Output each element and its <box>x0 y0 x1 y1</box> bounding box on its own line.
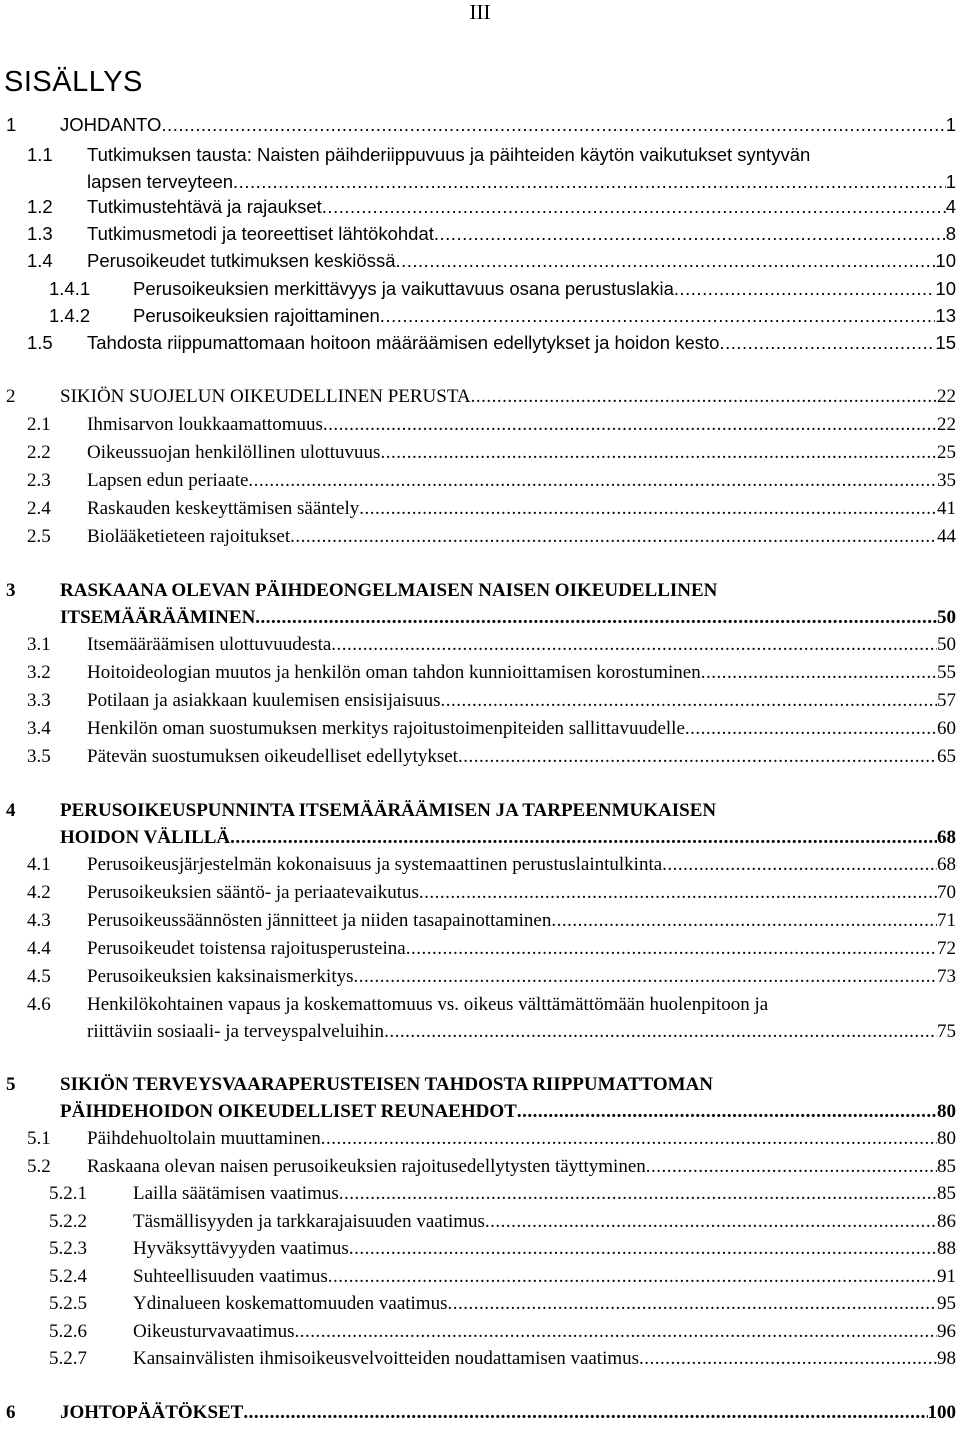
toc-entry-continuation[interactable] <box>0 168 956 195</box>
toc-entry-title: Perusoikeuksien kaksinaismerkitys <box>87 966 354 987</box>
toc-entry-number: 2.1 <box>27 414 51 435</box>
toc-entry-page: 22 <box>937 386 956 407</box>
toc-entry[interactable] <box>0 879 956 906</box>
toc-entry[interactable] <box>0 141 956 168</box>
toc-entry-page: 1 <box>945 114 956 135</box>
toc-entry-page: 85 <box>937 1183 956 1204</box>
toc-entry[interactable] <box>0 302 956 329</box>
toc-entry-continuation[interactable] <box>0 824 956 851</box>
toc-entry-title: Perusoikeuksien sääntö- ja periaatevaikutus <box>87 882 419 903</box>
toc-entry[interactable] <box>0 467 956 494</box>
toc-entry-title: Perusoikeussäännösten jännitteet ja niiden tasapainottaminen <box>87 910 552 931</box>
dot-leader <box>321 1125 937 1152</box>
toc-entry-page: 72 <box>937 938 956 959</box>
toc-entry-page: 4 <box>945 196 956 217</box>
toc-entry[interactable] <box>0 193 956 220</box>
toc-entry-page: 100 <box>927 1402 956 1423</box>
toc-entry[interactable] <box>0 851 956 878</box>
toc-entry-page: 95 <box>937 1293 956 1314</box>
toc-entry-number: 5.2.5 <box>49 1293 87 1314</box>
dot-leader <box>349 1235 937 1262</box>
dot-leader <box>339 1180 937 1207</box>
toc-entry-title: Suhteellisuuden vaatimus <box>133 1266 328 1287</box>
toc-entry-number: 4.4 <box>27 938 51 959</box>
dot-leader <box>331 631 937 658</box>
toc-entry[interactable] <box>0 1208 956 1235</box>
dot-leader <box>380 302 936 329</box>
toc-entry-title-continued: HOIDON VÄLILLÄ <box>60 827 231 848</box>
toc-entry-number: 5.2.4 <box>49 1266 87 1287</box>
toc-entry-page: 71 <box>937 910 956 931</box>
toc-entry-page: 68 <box>937 827 956 848</box>
toc-entry[interactable] <box>0 1290 956 1317</box>
toc-entry-page: 13 <box>935 305 956 326</box>
toc-entry-page: 22 <box>937 414 956 435</box>
toc-entry-number: 2.3 <box>27 470 51 491</box>
toc-entry-title: Raskauden keskeyttämisen sääntely <box>87 498 360 519</box>
toc-entry-title: SIKIÖN SUOJELUN OIKEUDELLINEN PERUSTA <box>60 386 471 407</box>
toc-entry-number: 4 <box>6 800 16 821</box>
toc-entry-number: 5.2.2 <box>49 1211 87 1232</box>
toc-entry-title: Henkilön oman suostumuksen merkitys rajoitustoimenpiteiden sallittavuudelle <box>87 718 685 739</box>
toc-entry-page: 75 <box>937 1021 956 1042</box>
dot-leader <box>233 168 946 195</box>
toc-entry-page: 1 <box>945 171 956 192</box>
toc-entry-number: 4.2 <box>27 882 51 903</box>
toc-entry-number: 4.6 <box>27 994 51 1015</box>
toc-entry-title: JOHDANTO <box>60 114 162 135</box>
toc-entry-page: 35 <box>937 470 956 491</box>
page-number: III <box>469 0 491 24</box>
toc-entry[interactable] <box>0 907 956 934</box>
toc-entry-page: 55 <box>937 662 956 683</box>
toc-entry[interactable] <box>0 247 956 274</box>
toc-entry-title: Perusoikeuksien merkittävyys ja vaikuttavuus osana perustuslakia <box>133 278 674 299</box>
toc-entry[interactable] <box>0 275 956 302</box>
toc-entry-page: 8 <box>945 223 956 244</box>
toc-entry-title: Tutkimusmetodi ja teoreettiset lähtökohdat <box>87 223 434 244</box>
dot-leader <box>662 851 937 878</box>
dot-leader <box>328 1263 937 1290</box>
dot-leader <box>354 963 938 990</box>
toc-entry-page: 60 <box>937 718 956 739</box>
toc-entry-number: 5 <box>6 1074 16 1095</box>
toc-entry[interactable] <box>0 411 956 438</box>
dot-leader <box>685 715 937 742</box>
toc-entry-number: 3.2 <box>27 662 51 683</box>
toc-entry-page: 57 <box>937 690 956 711</box>
toc-entry-title: Perusoikeuksien rajoittaminen <box>133 305 380 326</box>
toc-entry[interactable] <box>0 329 956 356</box>
toc-entry-number: 3.5 <box>27 746 51 767</box>
toc-entry-page: 44 <box>937 526 956 547</box>
dot-leader <box>471 383 937 410</box>
dot-leader <box>243 1399 927 1426</box>
toc-entry-number: 4.3 <box>27 910 51 931</box>
dot-leader <box>161 111 945 138</box>
dot-leader <box>639 1345 937 1372</box>
toc-entry-title: Kansainvälisten ihmisoikeusvelvoitteiden noudattamisen vaatimus <box>133 1348 640 1369</box>
dot-leader <box>248 467 937 494</box>
toc-entry-continuation[interactable] <box>0 1098 956 1125</box>
toc-entry-page: 86 <box>937 1211 956 1232</box>
toc-entry-title: Hoitoideologian muutos ja henkilön oman tahdon kunnioittamisen korostuminen <box>87 662 701 683</box>
dot-leader <box>255 604 937 631</box>
dot-leader <box>674 275 936 302</box>
toc-entry-title: RASKAANA OLEVAN PÄIHDEONGELMAISEN NAISEN OIKEUDELLINEN <box>60 580 718 601</box>
toc-entry-page: 10 <box>935 250 956 271</box>
dot-leader <box>380 439 937 466</box>
dot-leader <box>701 659 937 686</box>
toc-entry-page: 98 <box>937 1348 956 1369</box>
toc-entry-title: SIKIÖN TERVEYSVAARAPERUSTEISEN TAHDOSTA RIIPPUMATTOMAN <box>60 1074 714 1095</box>
toc-entry-number: 6 <box>6 1402 16 1423</box>
toc-entry-number: 2 <box>6 386 16 407</box>
toc-entry-page: 96 <box>937 1321 956 1342</box>
toc-entry-title: Päihdehuoltolain muuttaminen <box>87 1128 321 1149</box>
toc-entry[interactable] <box>0 1399 956 1426</box>
toc-entry-number: 5.2.7 <box>49 1348 87 1369</box>
toc-entry-number: 5.2.3 <box>49 1238 87 1259</box>
toc-entry[interactable] <box>0 797 956 824</box>
toc-entry-number: 3.3 <box>27 690 51 711</box>
dot-leader <box>485 1208 937 1235</box>
toc-entry[interactable] <box>0 439 956 466</box>
toc-entry[interactable] <box>0 577 956 604</box>
toc-entry-title: Lailla säätämisen vaatimus <box>133 1183 339 1204</box>
toc-entry[interactable] <box>0 1345 956 1372</box>
toc-entry[interactable] <box>0 715 956 742</box>
toc-entry-page: 15 <box>935 332 956 353</box>
toc-entry-page: 85 <box>937 1156 956 1177</box>
toc-entry-page: 73 <box>937 966 956 987</box>
toc-entry[interactable] <box>0 523 956 550</box>
toc-entry[interactable] <box>0 1125 956 1152</box>
toc-entry[interactable] <box>0 220 956 247</box>
toc-entry-number: 1 <box>6 114 17 135</box>
toc-entry[interactable] <box>0 1180 956 1207</box>
toc-entry[interactable] <box>0 659 956 686</box>
toc-entry-number: 1.4 <box>27 250 53 271</box>
toc-entry-title: Pätevän suostumuksen oikeudelliset edellytykset <box>87 746 458 767</box>
dot-leader <box>406 935 937 962</box>
toc-entry-title-continued: PÄIHDEHOIDON OIKEUDELLISET REUNAEHDOT <box>60 1101 517 1122</box>
toc-entry-page: 70 <box>937 882 956 903</box>
dot-leader <box>384 1018 937 1045</box>
toc-entry[interactable] <box>0 1235 956 1262</box>
toc-entry[interactable] <box>0 743 956 770</box>
toc-entry-title-continued: lapsen terveyteen <box>87 171 234 192</box>
dot-leader <box>322 193 946 220</box>
toc-entry-number: 4.1 <box>27 854 51 875</box>
toc-entry-number: 2.4 <box>27 498 51 519</box>
toc-entry[interactable] <box>0 631 956 658</box>
dot-leader <box>395 247 935 274</box>
toc-entry-title: Oikeussuojan henkilöllinen ulottuvuus <box>87 442 381 463</box>
toc-entry-page: 41 <box>937 498 956 519</box>
dot-leader <box>517 1098 937 1125</box>
toc-entry-number: 1.4.1 <box>49 278 91 299</box>
toc-entry-title: Täsmällisyyden ja tarkkarajaisuuden vaatimus <box>133 1211 485 1232</box>
toc-entry[interactable] <box>0 383 956 410</box>
toc-entry-title: Ydinalueen koskemattomuuden vaatimus <box>133 1293 448 1314</box>
toc-entry-title-continued: ITSEMÄÄRÄÄMINEN <box>60 607 256 628</box>
toc-entry-title: Tutkimustehtävä ja rajaukset <box>87 196 322 217</box>
toc-entry-title: JOHTOPÄÄTÖKSET <box>60 1402 244 1423</box>
dot-leader <box>719 329 935 356</box>
toc-entry-page: 91 <box>937 1266 956 1287</box>
toc-entry-number: 4.5 <box>27 966 51 987</box>
toc-entry-continuation[interactable] <box>0 1018 956 1045</box>
toc-entry-number: 5.2.1 <box>49 1183 87 1204</box>
toc-entry[interactable] <box>0 1153 956 1180</box>
toc-entry-number: 3 <box>6 580 16 601</box>
toc-entry-title: Perusoikeusjärjestelmän kokonaisuus ja systemaattinen perustuslaintulkinta <box>87 854 663 875</box>
toc-entry[interactable] <box>0 1318 956 1345</box>
dot-leader <box>290 523 937 550</box>
toc-entry-page: 68 <box>937 854 956 875</box>
toc-entry-page: 50 <box>937 634 956 655</box>
dot-leader <box>551 907 937 934</box>
dot-leader <box>447 1290 937 1317</box>
dot-leader <box>434 220 946 247</box>
dot-leader <box>230 824 937 851</box>
toc-entry-page: 88 <box>937 1238 956 1259</box>
toc-title: SISÄLLYS <box>4 66 143 98</box>
toc-entry-title: Oikeusturvavaatimus <box>133 1321 295 1342</box>
toc-entry-page: 25 <box>937 442 956 463</box>
dot-leader <box>458 743 937 770</box>
dot-leader <box>323 411 937 438</box>
toc-entry-title: Hyväksyttävyyden vaatimus <box>133 1238 349 1259</box>
toc-entry-number: 3.4 <box>27 718 51 739</box>
toc-entry[interactable] <box>0 111 956 138</box>
toc-entry-title: Potilaan ja asiakkaan kuulemisen ensisijaisuus <box>87 690 441 711</box>
toc-entry-title: Tutkimuksen tausta: Naisten päihderiippuvuus ja päihteiden käytön vaikutukset syntyvän <box>87 144 811 165</box>
toc-entry-number: 5.1 <box>27 1128 51 1149</box>
toc-entry-title: Tahdosta riippumattomaan hoitoon määräämisen edellytykset ja hoidon kesto <box>87 332 720 353</box>
toc-entry[interactable] <box>0 687 956 714</box>
toc-entry-number: 5.2 <box>27 1156 51 1177</box>
toc-entry[interactable] <box>0 991 956 1018</box>
toc-entry-number: 1.5 <box>27 332 53 353</box>
toc-entry-title: Perusoikeudet tutkimuksen keskiössä <box>87 250 396 271</box>
dot-leader <box>441 687 937 714</box>
toc-entry-title: Lapsen edun periaate <box>87 470 249 491</box>
toc-entry-title: Itsemääräämisen ulottuvuudesta <box>87 634 332 655</box>
dot-leader <box>419 879 937 906</box>
toc-entry-number: 3.1 <box>27 634 51 655</box>
toc-entry[interactable] <box>0 1263 956 1290</box>
toc-entry-page: 50 <box>937 607 956 628</box>
toc-entry-page: 80 <box>937 1101 956 1122</box>
toc-entry-continuation[interactable] <box>0 604 956 631</box>
toc-entry-title: Henkilökohtainen vapaus ja koskemattomuus vs. oikeus välttämättömään huolenpitoon ja <box>87 994 769 1015</box>
toc-entry-number: 1.3 <box>27 223 53 244</box>
toc-entry-number: 2.5 <box>27 526 51 547</box>
toc-entry-title-continued: riittäviin sosiaali- ja terveyspalveluihin <box>87 1021 385 1042</box>
dot-leader <box>294 1318 937 1345</box>
toc-entry-number: 1.1 <box>27 144 53 165</box>
toc-entry[interactable] <box>0 1071 956 1098</box>
toc-entry-title: Ihmisarvon loukkaamattomuus <box>87 414 323 435</box>
toc-entry-page: 10 <box>935 278 956 299</box>
toc-entry[interactable] <box>0 935 956 962</box>
toc-entry-page: 80 <box>937 1128 956 1149</box>
toc-entry-page: 65 <box>937 746 956 767</box>
toc-entry-number: 5.2.6 <box>49 1321 87 1342</box>
toc-entry-number: 1.4.2 <box>49 305 91 326</box>
toc-entry-number: 1.2 <box>27 196 53 217</box>
toc-entry-number: 2.2 <box>27 442 51 463</box>
toc-entry[interactable] <box>0 963 956 990</box>
toc-entry[interactable] <box>0 495 956 522</box>
toc-entry-title: Biolääketieteen rajoitukset <box>87 526 291 547</box>
toc-entry-title: Raskaana olevan naisen perusoikeuksien rajoitusedellytysten täyttyminen <box>87 1156 646 1177</box>
toc-entry-title: Perusoikeudet toistensa rajoitusperusteina <box>87 938 406 959</box>
dot-leader <box>359 495 937 522</box>
toc-entry-title: PERUSOIKEUSPUNNINTA ITSEMÄÄRÄÄMISEN JA TARPEENMUKAISEN <box>60 800 717 821</box>
dot-leader <box>646 1153 937 1180</box>
